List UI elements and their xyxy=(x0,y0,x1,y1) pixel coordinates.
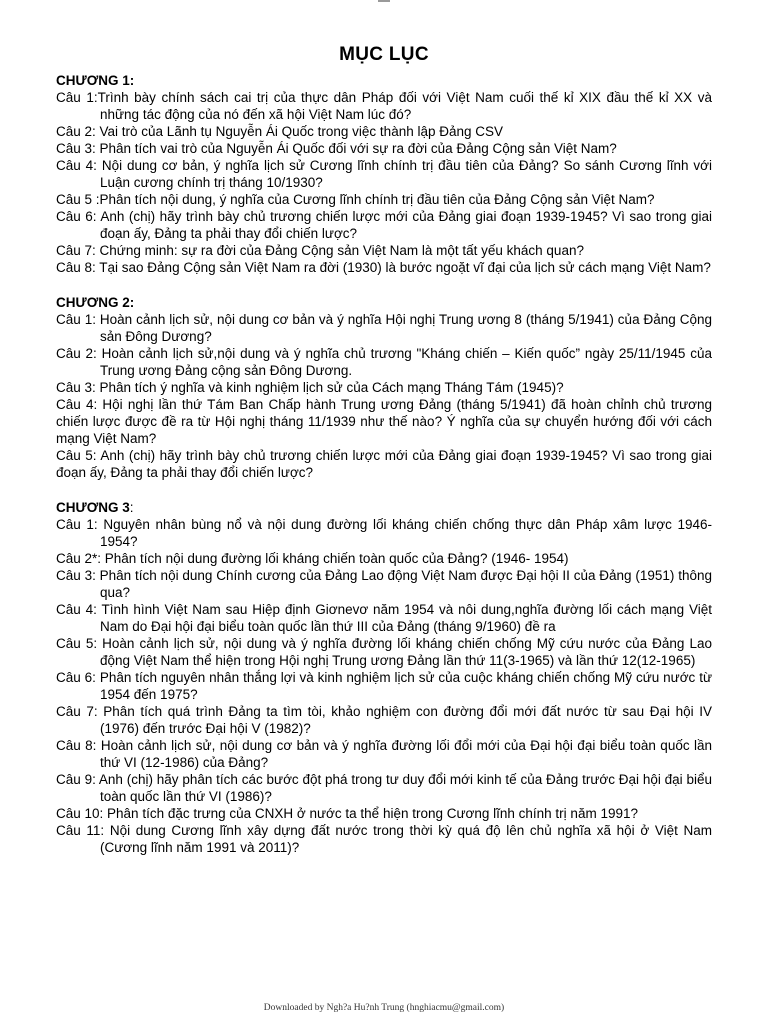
question-item: Câu 11: Nội dung Cương lĩnh xây dựng đất nước trong thời kỳ quá độ lên chủ nghĩa xã hội ở Việt Nam (Cương lĩnh năm 1991 và 2011)? xyxy=(56,823,712,855)
question-item: Câu 2: Hoàn cảnh lịch sử,nội dung và ý nghĩa chủ trương "Kháng chiến – Kiến quốc” ngày 25/11/1945 của Trung ương Đảng cộng sản Đông Dương. xyxy=(56,346,712,378)
question-item: Câu 7: Chứng minh: sự ra đời của Đảng Cộng sản Việt Nam là một tất yếu khách quan? xyxy=(56,243,584,258)
question-item: Câu 4: Nội dung cơ bản, ý nghĩa lịch sử Cương lĩnh chính trị đầu tiên của Đảng? So sánh Cương lĩnh với Luận cương chính trị tháng 10/1930? xyxy=(56,158,712,190)
page-title: MỤC LỤC xyxy=(339,44,429,65)
question-item: Câu 4: Hội nghị lần thứ Tám Ban Chấp hành Trung ương Đảng (tháng 5/1941) đã hoàn chỉnh chủ trương chiến lược được đề ra từ Hội nghị tháng 11/1939 như thế nào? Ý nghĩa của sự chuyển hướng đối với cách mạng Việt Nam? xyxy=(56,397,712,446)
chapter-2 xyxy=(56,294,712,481)
question-item: Câu 5: Hoàn cảnh lịch sử, nội dung và ý nghĩa đường lối kháng chiến chống Mỹ cứu nước của Đảng Lao động Việt Nam thể hiện trong Hội nghị Trung ương Đảng lần thứ 11(3-1965) và lần thứ 12(12-1965) xyxy=(56,636,712,668)
question-item: Câu 1: Hoàn cảnh lịch sử, nội dung cơ bản và ý nghĩa Hội nghị Trung ương 8 (tháng 5/1941) của Đảng Cộng sản Đông Dương? xyxy=(56,312,712,344)
question-item: Câu 4: Tình hình Việt Nam sau Hiệp định Giơnevơ năm 1954 và nôi dung,nghĩa đường lối cách mạng Việt Nam do Đại hội đại biểu toàn quốc lần thứ III của Đảng (tháng 9/1960) đề ra xyxy=(56,602,712,634)
question-item: Câu 6: Anh (chị) hãy trình bày chủ trương chiến lược mới của Đảng giai đoạn 1939-1945? Vì sao trong giai đoạn ấy, Đảng ta phải thay đổi chiến lược? xyxy=(56,209,712,241)
download-footer: Downloaded by Ngh?a Hu?nh Trung (hnghiacmu@gmail.com) xyxy=(263,1003,505,1013)
chapter-heading: CHƯƠNG 3: xyxy=(56,500,134,515)
question-item: Câu 3: Phân tích ý nghĩa và kinh nghiệm lịch sử của Cách mạng Tháng Tám (1945)? xyxy=(56,380,564,395)
question-item: Câu 6: Phân tích nguyên nhân thắng lợi và kinh nghiệm lịch sử của cuộc kháng chiến chống Mỹ cứu nước từ 1954 đến 1975? xyxy=(56,670,712,702)
question-item: Câu 5 :Phân tích nội dung, ý nghĩa của Cương lĩnh chính trị đầu tiên của Đảng Cộng sản Việt Nam? xyxy=(56,192,655,207)
question-item: Câu 8: Tại sao Đảng Cộng sản Việt Nam ra đời (1930) là bước ngoặt vĩ đại của lịch sử cách mạng Việt Nam? xyxy=(56,260,711,275)
page-top-mark xyxy=(378,0,390,2)
question-item: Câu 1:Trình bày chính sách cai trị của thực dân Pháp đối với Việt Nam cuối thế kỉ XIX đầu thế kỉ XX và những tác động của nó đến xã hội Việt Nam lúc đó? xyxy=(56,90,712,122)
chapter-1 xyxy=(56,72,712,276)
chapter-3 xyxy=(56,499,712,856)
chapter-heading: CHƯƠNG 1: xyxy=(56,73,135,88)
question-item: Câu 8: Hoàn cảnh lịch sử, nội dung cơ bản và ý nghĩa đường lối đổi mới của Đại hội đại biểu toàn quốc lần thứ VI (12-1986) của Đảng? xyxy=(56,738,712,770)
chapter-heading: CHƯƠNG 2: xyxy=(56,295,135,310)
question-item: Câu 1: Nguyên nhân bùng nổ và nội dung đường lối kháng chiến chống thực dân Pháp xâm lược 1946-1954? xyxy=(56,517,712,549)
question-item: Câu 2: Vai trò của Lãnh tụ Nguyễn Ái Quốc trong việc thành lập Đảng CSV xyxy=(56,124,504,139)
question-item: Câu 10: Phân tích đặc trưng của CNXH ở nước ta thể hiện trong Cương lĩnh chính trị năm 1991? xyxy=(56,806,638,821)
question-item: Câu 3: Phân tích nội dung Chính cương của Đảng Lao động Việt Nam được Đại hội II của Đảng (1951) thông qua? xyxy=(56,568,712,600)
question-item: Câu 9: Anh (chị) hãy phân tích các bước đột phá trong tư duy đổi mới kinh tế của Đảng trước Đại hội đại biểu toàn quốc lần thứ VI (1986)? xyxy=(56,772,712,804)
question-item: Câu 7: Phân tích quá trình Đảng ta tìm tòi, khảo nghiệm con đường đổi mới đất nước từ sau Đại hội IV (1976) đến trước Đại hội V (1982)? xyxy=(56,704,712,736)
question-item: Câu 3: Phân tích vai trò của Nguyễn Ái Quốc đối với sự ra đời của Đảng Cộng sản Việt Nam? xyxy=(56,141,617,156)
question-item: Câu 5: Anh (chị) hãy trình bày chủ trương chiến lược mới của Đảng giai đoạn 1939-1945? Vì sao trong giai đoạn ấy, Đảng ta phải thay đổi chiến lược? xyxy=(56,448,712,480)
question-item: Câu 2*: Phân tích nội dung đường lối kháng chiến toàn quốc của Đảng? (1946- 1954) xyxy=(56,551,569,566)
document-page xyxy=(56,44,712,874)
